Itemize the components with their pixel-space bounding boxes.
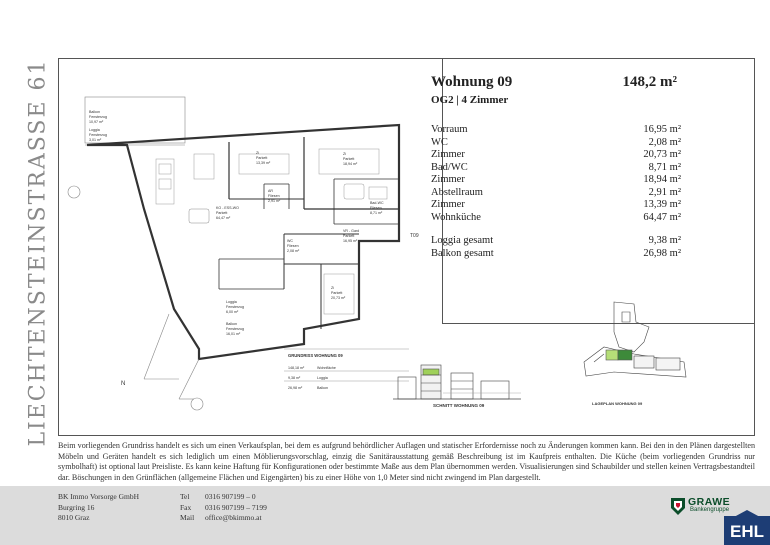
footer-company (58, 492, 139, 524)
mail-link[interactable]: office@bkimmo.at (205, 513, 262, 522)
site-plan (574, 292, 699, 407)
plan-label-bad: Bad-WC (370, 201, 384, 205)
room-name: Vorraum (431, 124, 468, 135)
room-row (431, 174, 681, 187)
total-name: Balkon gesamt (431, 247, 494, 259)
room-row (431, 162, 681, 175)
grawe-shield-icon (670, 496, 686, 516)
legend-row-2-value: 9,38 m² (288, 376, 301, 380)
room-area: 13,39 m² (643, 199, 681, 210)
plan-label-zi1-area: 13,39 m² (256, 161, 271, 165)
plan-label-loggia-top: Loggia (89, 128, 100, 132)
room-area: 18,94 m² (643, 174, 681, 185)
legend-row-1-value: 148,18 m² (288, 366, 305, 370)
floor-plan (59, 59, 442, 435)
plan-label-ar: AR (268, 189, 273, 193)
plan-label-zi3-sub: Parkett (331, 291, 343, 295)
plan-label-balkon-bottom-sub: Fensterzug (226, 327, 244, 331)
plan-label-loggia-bottom: Loggia (226, 300, 237, 304)
north-arrow-label: N (121, 381, 126, 387)
legend-row-3-value: 26,98 m² (288, 386, 303, 390)
total-row (431, 235, 681, 248)
ehl-logo (724, 516, 770, 545)
plan-label-ar-area: 2,91 m² (268, 199, 281, 203)
unit-subtitle: OG2 | 4 Zimmer (431, 94, 509, 106)
plan-label-ko-area: 64,47 m² (216, 216, 231, 220)
building-address-vertical (18, 58, 58, 447)
plan-label-wc-sub: Fliesen (287, 244, 299, 248)
plan-label-loggia-top-sub: Fensterzug (89, 133, 107, 137)
legend-row-1-label: Wohnfläche (317, 366, 336, 370)
unit-title: Wohnung 09 (431, 74, 513, 90)
room-area: 2,91 m² (648, 186, 681, 198)
plan-label-loggia-bottom-sub: Fensterzug (226, 305, 244, 309)
room-name: Wohnküche (431, 211, 481, 223)
room-area: 16,95 m² (643, 124, 681, 135)
room-area: 64,47 m² (643, 211, 681, 223)
grawe-subname: Bankengruppe (690, 507, 730, 513)
room-area: 8,71 m² (648, 161, 681, 173)
footer-contact-labels (180, 492, 194, 524)
ehl-name: EHL (730, 522, 764, 541)
plan-label-wc: WC (287, 239, 293, 243)
plan-label-balkon-top: Balkon (89, 110, 100, 114)
plan-legend-title: GRUNDRISS WOHNUNG 09 (288, 353, 343, 358)
room-row (431, 187, 681, 200)
legend-row-3-label: Balkon (317, 386, 328, 390)
plan-label-balkon-top-area: 10,97 m² (89, 120, 104, 124)
unit-title-row (431, 74, 681, 91)
room-name: Zimmer (431, 174, 465, 185)
plan-label-zi1: Zi (256, 151, 259, 155)
plan-label-vr: VR - Gard (343, 229, 360, 233)
plan-label-ar-sub: Fliesen (268, 194, 280, 198)
plan-label-zi2: Zi (343, 152, 346, 156)
plan-label-balkon-bottom-area: 16,01 m² (226, 332, 241, 336)
plan-label-zi2-sub: Parkett (343, 157, 355, 161)
disclaimer-text: Beim vorliegenden Grundriss handelt es sich um einen Verkaufsplan, bei dem es aufgrund behördlicher Auflagen und statischer Erfordernisse noch zu Änderungen kommen kann. Bei den in den Plänen dargestellten Möbeln und Geräten handelt es sich lediglich um einen Möblierungsvorschlag, einzig die Sanitärausstattung gemäß Beschreibung ist im Kaufpreis enthalten. Die Küche (beim vorliegenden Grundriss nur symbolhaft) ist optional laut Preisliste. Es kann keine Haftung für Konfigurationen oder bestimmte Maße aus dem Plan übernommen werden. Visualisierungen sind Schaubilder und stellen keinen Vertragsbestandteil dar. Böschungen in den Grünflächen (allgemeine Flächen und Eigengärten) bis zu einer Höhe von 1,0 Meter sind nicht zwingend im Plan dargestellt. (58, 441, 755, 482)
plan-label-ko: KO - ESS-WO (216, 206, 239, 210)
room-row (431, 137, 681, 150)
room-name: WC (431, 136, 448, 148)
room-list (431, 124, 681, 224)
room-row (431, 149, 681, 162)
mail-label: Mail (180, 513, 195, 522)
plan-label-zi3: Zi (331, 286, 334, 290)
room-row (431, 124, 681, 137)
plan-label-vr-area: 16,95 m² (343, 239, 358, 243)
site-plan-caption: LAGEPLAN WOHNUNG 09 (592, 401, 643, 406)
footer (0, 486, 770, 545)
total-row (431, 248, 681, 261)
ehl-roof-icon (734, 510, 760, 517)
totals-list (431, 235, 681, 260)
plan-label-zi3-area: 20,73 m² (331, 296, 346, 300)
total-area: 9,38 m² (648, 235, 681, 246)
section-caption: SCHNITT WOHNUNG 09 (433, 403, 485, 408)
tel-value: 0316 907199 – 0 (205, 492, 256, 501)
total-name: Loggia gesamt (431, 235, 494, 246)
room-row (431, 212, 681, 225)
plan-label-vr-sub: Parkett (343, 234, 355, 238)
plan-label-loggia-top-area: 3,01 m² (89, 138, 102, 142)
room-name: Bad/WC (431, 161, 468, 173)
plan-label-loggia-bottom-area: 6,00 m² (226, 310, 239, 314)
plan-label-zi1-sub: Parkett (256, 156, 268, 160)
room-name: Abstellraum (431, 186, 483, 198)
plan-label-balkon-bottom: Balkon (226, 322, 237, 326)
unit-area: 148,2 m² (622, 74, 677, 90)
fax-value: 0316 907199 – 7199 (205, 502, 267, 512)
side-title-text: LIECHTENSTEINSTRASSE 61 (25, 58, 51, 447)
plan-label-ko-sub: Parkett (216, 211, 228, 215)
tel-label: Tel (180, 492, 190, 501)
plan-label-balkon-top-sub: Fensterzug (89, 115, 107, 119)
room-area: 20,73 m² (643, 149, 681, 160)
plan-label-wc-area: 2,08 m² (287, 249, 300, 253)
company-street: Burgring 16 (58, 502, 95, 512)
footer-contact-values (205, 492, 267, 524)
legend-row-2-label: Loggia (317, 376, 328, 380)
room-name: Zimmer (431, 149, 465, 160)
plan-label-door: T09 (410, 233, 419, 239)
room-area: 2,08 m² (648, 136, 681, 148)
plan-label-bad-sub: Fliesen (370, 206, 382, 210)
company-name: BK Immo Vorsorge GmbH (58, 492, 140, 501)
unit-info-panel (431, 74, 681, 260)
plan-label-bad-area: 8,71 m² (370, 211, 383, 215)
room-name: Zimmer (431, 199, 465, 210)
total-area: 26,98 m² (643, 247, 681, 259)
room-row (431, 199, 681, 212)
grawe-name: GRAWE (688, 496, 731, 508)
company-city: 8010 Graz (58, 513, 90, 522)
plan-label-zi2-area: 18,94 m² (343, 162, 358, 166)
section-drawing (393, 355, 523, 410)
fax-label: Fax (180, 502, 192, 512)
